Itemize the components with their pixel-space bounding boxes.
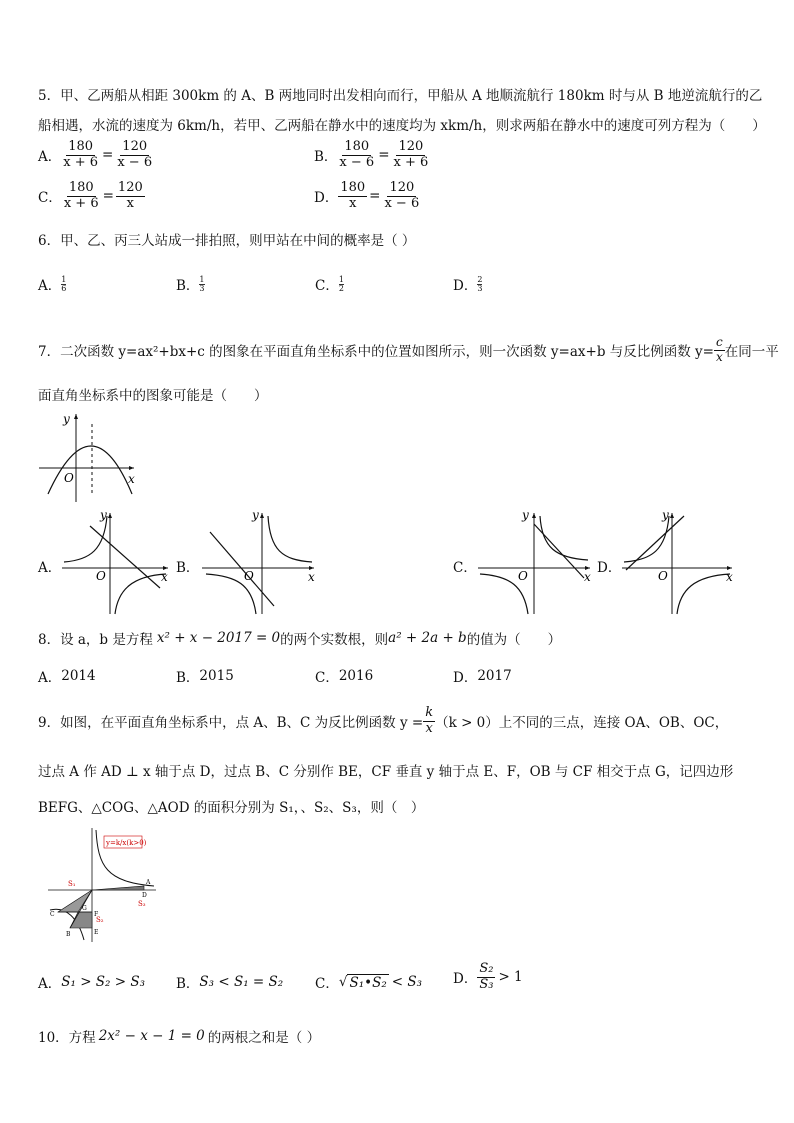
fraction bbox=[382, 181, 421, 212]
y-axis-arrow bbox=[74, 414, 78, 419]
fraction bbox=[199, 276, 204, 293]
q7-option-c-graph[interactable] bbox=[476, 510, 594, 616]
fraction bbox=[61, 140, 100, 171]
fraction bbox=[714, 336, 725, 365]
q6-text: 6．甲、乙、丙三人站成一排拍照，则甲站在中间的概率是（ ） bbox=[38, 233, 416, 249]
y-axis-arrow bbox=[108, 513, 112, 518]
numerator: 1 bbox=[338, 274, 344, 284]
q5-option-d[interactable] bbox=[314, 181, 421, 212]
fraction bbox=[477, 276, 482, 293]
q6-option-d[interactable] bbox=[453, 274, 482, 294]
numerator: 1 bbox=[61, 274, 67, 284]
denominator: x bbox=[716, 349, 723, 364]
numerator: 1 bbox=[199, 274, 205, 284]
q7-option-d-label[interactable]: D． bbox=[597, 560, 622, 576]
numerator: 120 bbox=[398, 139, 424, 154]
q5-line2: 船相遇，水流的速度为 6km/h，若甲、乙两船在静水中的速度均为 xkm/h，则求两船在静水中的速度可列方程为（ ） bbox=[38, 118, 766, 134]
denominator: x − 6 bbox=[117, 154, 153, 170]
origin-label: O bbox=[96, 569, 106, 583]
origin-label: O bbox=[244, 569, 254, 583]
option-label: C． bbox=[315, 976, 339, 992]
numerator: 180 bbox=[344, 139, 370, 154]
fraction bbox=[392, 140, 431, 171]
q9-line1 bbox=[38, 706, 728, 737]
denominator: x + 6 bbox=[393, 154, 429, 170]
fraction bbox=[423, 706, 435, 737]
x-label: x bbox=[308, 570, 315, 584]
point-f-label: F bbox=[94, 911, 99, 918]
fraction bbox=[116, 181, 145, 212]
y-axis-arrow bbox=[260, 513, 264, 518]
option-value: 2017 bbox=[477, 668, 512, 684]
q9-option-c[interactable] bbox=[315, 972, 422, 992]
numerator: 120 bbox=[122, 139, 148, 154]
q10-pre: 10．方程 bbox=[38, 1030, 96, 1046]
fraction bbox=[477, 962, 495, 993]
option-value: 2014 bbox=[61, 668, 96, 684]
option-label: B． bbox=[176, 976, 200, 992]
q8-mid: 的两个实数根，则 bbox=[280, 632, 389, 648]
y-axis-arrow bbox=[670, 513, 674, 518]
q8-text bbox=[38, 628, 561, 648]
fraction bbox=[339, 276, 344, 293]
fraction bbox=[62, 181, 101, 212]
point-a-label: A bbox=[146, 879, 151, 886]
q8-expression: a² + 2a + b bbox=[388, 630, 467, 646]
q7-option-a-graph[interactable] bbox=[60, 510, 172, 616]
option-label: B． bbox=[176, 278, 200, 294]
numerator: 120 bbox=[389, 180, 415, 195]
option-label: A． bbox=[38, 278, 62, 294]
numerator: S₂ bbox=[479, 961, 494, 976]
option-label: A． bbox=[38, 149, 62, 166]
origin-label: O bbox=[64, 471, 74, 485]
s3-label: S₃ bbox=[138, 900, 146, 908]
q5-line1: 5．甲、乙两船从相距 300km 的 A、B 两地同时出发相向而行，甲船从 A 地顺流航行 180km 时与从 B 地逆流航行的乙 bbox=[38, 88, 763, 104]
point-c-label: C bbox=[50, 911, 55, 918]
option-label: B． bbox=[176, 670, 200, 686]
q6-option-a[interactable] bbox=[38, 274, 66, 294]
q7-parabola-figure bbox=[36, 410, 138, 506]
q9-line3: BEFG、△COG、△AOD 的面积分别为 S₁，、S₂、S₃，则（ ） bbox=[38, 800, 425, 816]
option-label: D． bbox=[453, 670, 478, 686]
q10-text bbox=[38, 1026, 320, 1046]
denominator: x + 6 bbox=[63, 195, 99, 211]
x-label: x bbox=[726, 570, 733, 584]
equals-sign: = bbox=[102, 188, 114, 205]
parabola-curve bbox=[48, 446, 132, 494]
option-text: > 1 bbox=[498, 969, 523, 986]
fraction bbox=[337, 140, 376, 171]
q9-line1-b: （k > 0）上不同的三点，连接 OA、OB、OC， bbox=[435, 715, 729, 732]
hyperbola-branch bbox=[624, 516, 669, 562]
option-label: C． bbox=[315, 278, 339, 294]
option-label: D． bbox=[453, 971, 478, 988]
q8-option-b[interactable] bbox=[176, 666, 234, 686]
option-text: S₃ < S₁ = S₂ bbox=[199, 974, 284, 990]
q5-option-b[interactable] bbox=[314, 140, 430, 171]
q8-post: 的值为（ ） bbox=[466, 632, 562, 648]
numerator: 2 bbox=[477, 274, 483, 284]
equals-sign: = bbox=[102, 147, 114, 164]
triangle-cog bbox=[58, 890, 92, 912]
denominator: x − 6 bbox=[339, 154, 375, 170]
point-g-label: G bbox=[82, 905, 87, 912]
q8-option-a[interactable] bbox=[38, 666, 96, 686]
option-label: D． bbox=[314, 190, 339, 207]
q5-option-c[interactable] bbox=[38, 181, 145, 212]
q9-line2: 过点 A 作 AD ⊥ x 轴于点 D，过点 B、C 分别作 BE，CF 垂直 y 轴于点 E、F，OB 与 CF 相交于点 G，记四边形 bbox=[38, 764, 734, 780]
q6-option-c[interactable] bbox=[315, 274, 344, 294]
quad-befg bbox=[70, 912, 92, 928]
q7-line2: 面直角坐标系中的图象可能是（ ） bbox=[38, 388, 268, 404]
origin-label: O bbox=[658, 569, 668, 583]
origin-label: O bbox=[518, 569, 528, 583]
denominator: 3 bbox=[477, 283, 483, 293]
hyperbola-branch bbox=[64, 516, 107, 562]
q7-line1 bbox=[38, 336, 779, 365]
numerator: 180 bbox=[340, 180, 366, 195]
q8-option-c[interactable] bbox=[315, 666, 373, 686]
q6-option-b[interactable] bbox=[176, 274, 205, 294]
option-label: B． bbox=[314, 149, 338, 166]
q7-option-b-graph[interactable] bbox=[200, 510, 318, 616]
hyperbola-branch bbox=[677, 574, 730, 614]
s1-label: S₁ bbox=[68, 880, 76, 888]
q9-figure bbox=[46, 826, 158, 944]
denominator: 2 bbox=[338, 283, 344, 293]
hyperbola-branch bbox=[115, 574, 166, 614]
triangle-aod bbox=[92, 886, 144, 890]
q7-line1-b: 在同一平 bbox=[724, 344, 779, 361]
q9-option-a[interactable] bbox=[38, 972, 145, 992]
equals-sign: = bbox=[378, 147, 390, 164]
hyperbola-branch bbox=[268, 516, 312, 562]
numerator: k bbox=[425, 705, 434, 720]
numerator: c bbox=[716, 335, 723, 349]
denominator: x − 6 bbox=[384, 195, 420, 211]
point-e-label: E bbox=[94, 929, 99, 936]
y-label: y bbox=[522, 510, 529, 522]
numerator: 180 bbox=[68, 139, 94, 154]
fraction bbox=[115, 140, 154, 171]
numerator: 120 bbox=[117, 180, 143, 195]
y-label: y bbox=[100, 510, 107, 522]
q5-option-a[interactable] bbox=[38, 140, 154, 171]
denominator: x + 6 bbox=[63, 154, 99, 170]
line-graph bbox=[626, 516, 684, 570]
option-label: A． bbox=[38, 976, 62, 992]
option-value: 2015 bbox=[199, 668, 234, 684]
fraction bbox=[338, 181, 367, 212]
q9-line1-a: 9．如图，在平面直角坐标系中，点 A、B、C 为反比例函数 y = bbox=[38, 715, 424, 732]
s2-label: S₂ bbox=[96, 916, 104, 924]
denominator: x bbox=[425, 720, 433, 736]
y-axis-arrow bbox=[532, 513, 536, 518]
denominator: x bbox=[126, 195, 134, 211]
q8-option-d[interactable] bbox=[453, 666, 512, 686]
option-text: S₁ > S₂ > S₃ bbox=[61, 974, 146, 990]
equals-sign: = bbox=[369, 188, 381, 205]
option-value: 2016 bbox=[338, 668, 374, 684]
q7-option-a-label[interactable]: A． bbox=[38, 560, 62, 576]
q9-option-b[interactable] bbox=[176, 972, 283, 992]
q9-option-d[interactable] bbox=[453, 962, 523, 993]
denominator: S₃ bbox=[479, 976, 494, 992]
q7-line1-a: 7．二次函数 y=ax²+bx+c 的图象在平面直角坐标系中的位置如图所示，则一次函数 y=ax+b 与反比例函数 y= bbox=[38, 344, 714, 361]
q7-option-b-label[interactable]: B． bbox=[176, 560, 200, 576]
fraction bbox=[61, 276, 66, 293]
x-axis-arrow bbox=[129, 466, 134, 470]
y-label: y bbox=[662, 510, 669, 522]
option-text: < S₃ bbox=[391, 974, 423, 990]
q7-option-c-label[interactable]: C． bbox=[453, 560, 477, 576]
line-graph bbox=[210, 532, 274, 606]
x-label: x bbox=[161, 570, 168, 584]
option-label: D． bbox=[453, 278, 478, 294]
q10-post: 的两根之和是（ ） bbox=[207, 1030, 321, 1046]
x-label: x bbox=[584, 570, 591, 584]
option-label: C． bbox=[38, 190, 62, 207]
sqrt-content: S₁•S₂ bbox=[349, 974, 387, 991]
option-label: A． bbox=[38, 670, 62, 686]
q8-equation: x² + x − 2017 = 0 bbox=[156, 630, 281, 646]
x-label: x bbox=[128, 472, 135, 486]
point-b-label: B bbox=[66, 931, 71, 938]
q10-equation: 2x² − x − 1 = 0 bbox=[98, 1028, 205, 1044]
denominator: x bbox=[349, 195, 357, 211]
numerator: 180 bbox=[68, 180, 94, 195]
denominator: 3 bbox=[199, 283, 205, 293]
option-label: C． bbox=[315, 670, 339, 686]
sqrt-sign: √ bbox=[338, 974, 348, 990]
point-d-label: D bbox=[142, 892, 147, 899]
y-label: y bbox=[63, 412, 70, 426]
q8-pre: 8．设 a，b 是方程 bbox=[38, 632, 153, 648]
function-label: y=k/x(k>0) bbox=[106, 839, 147, 847]
line-graph bbox=[534, 524, 584, 578]
q7-option-d-graph[interactable] bbox=[620, 510, 736, 616]
denominator: 6 bbox=[61, 283, 67, 293]
y-label: y bbox=[252, 510, 259, 522]
